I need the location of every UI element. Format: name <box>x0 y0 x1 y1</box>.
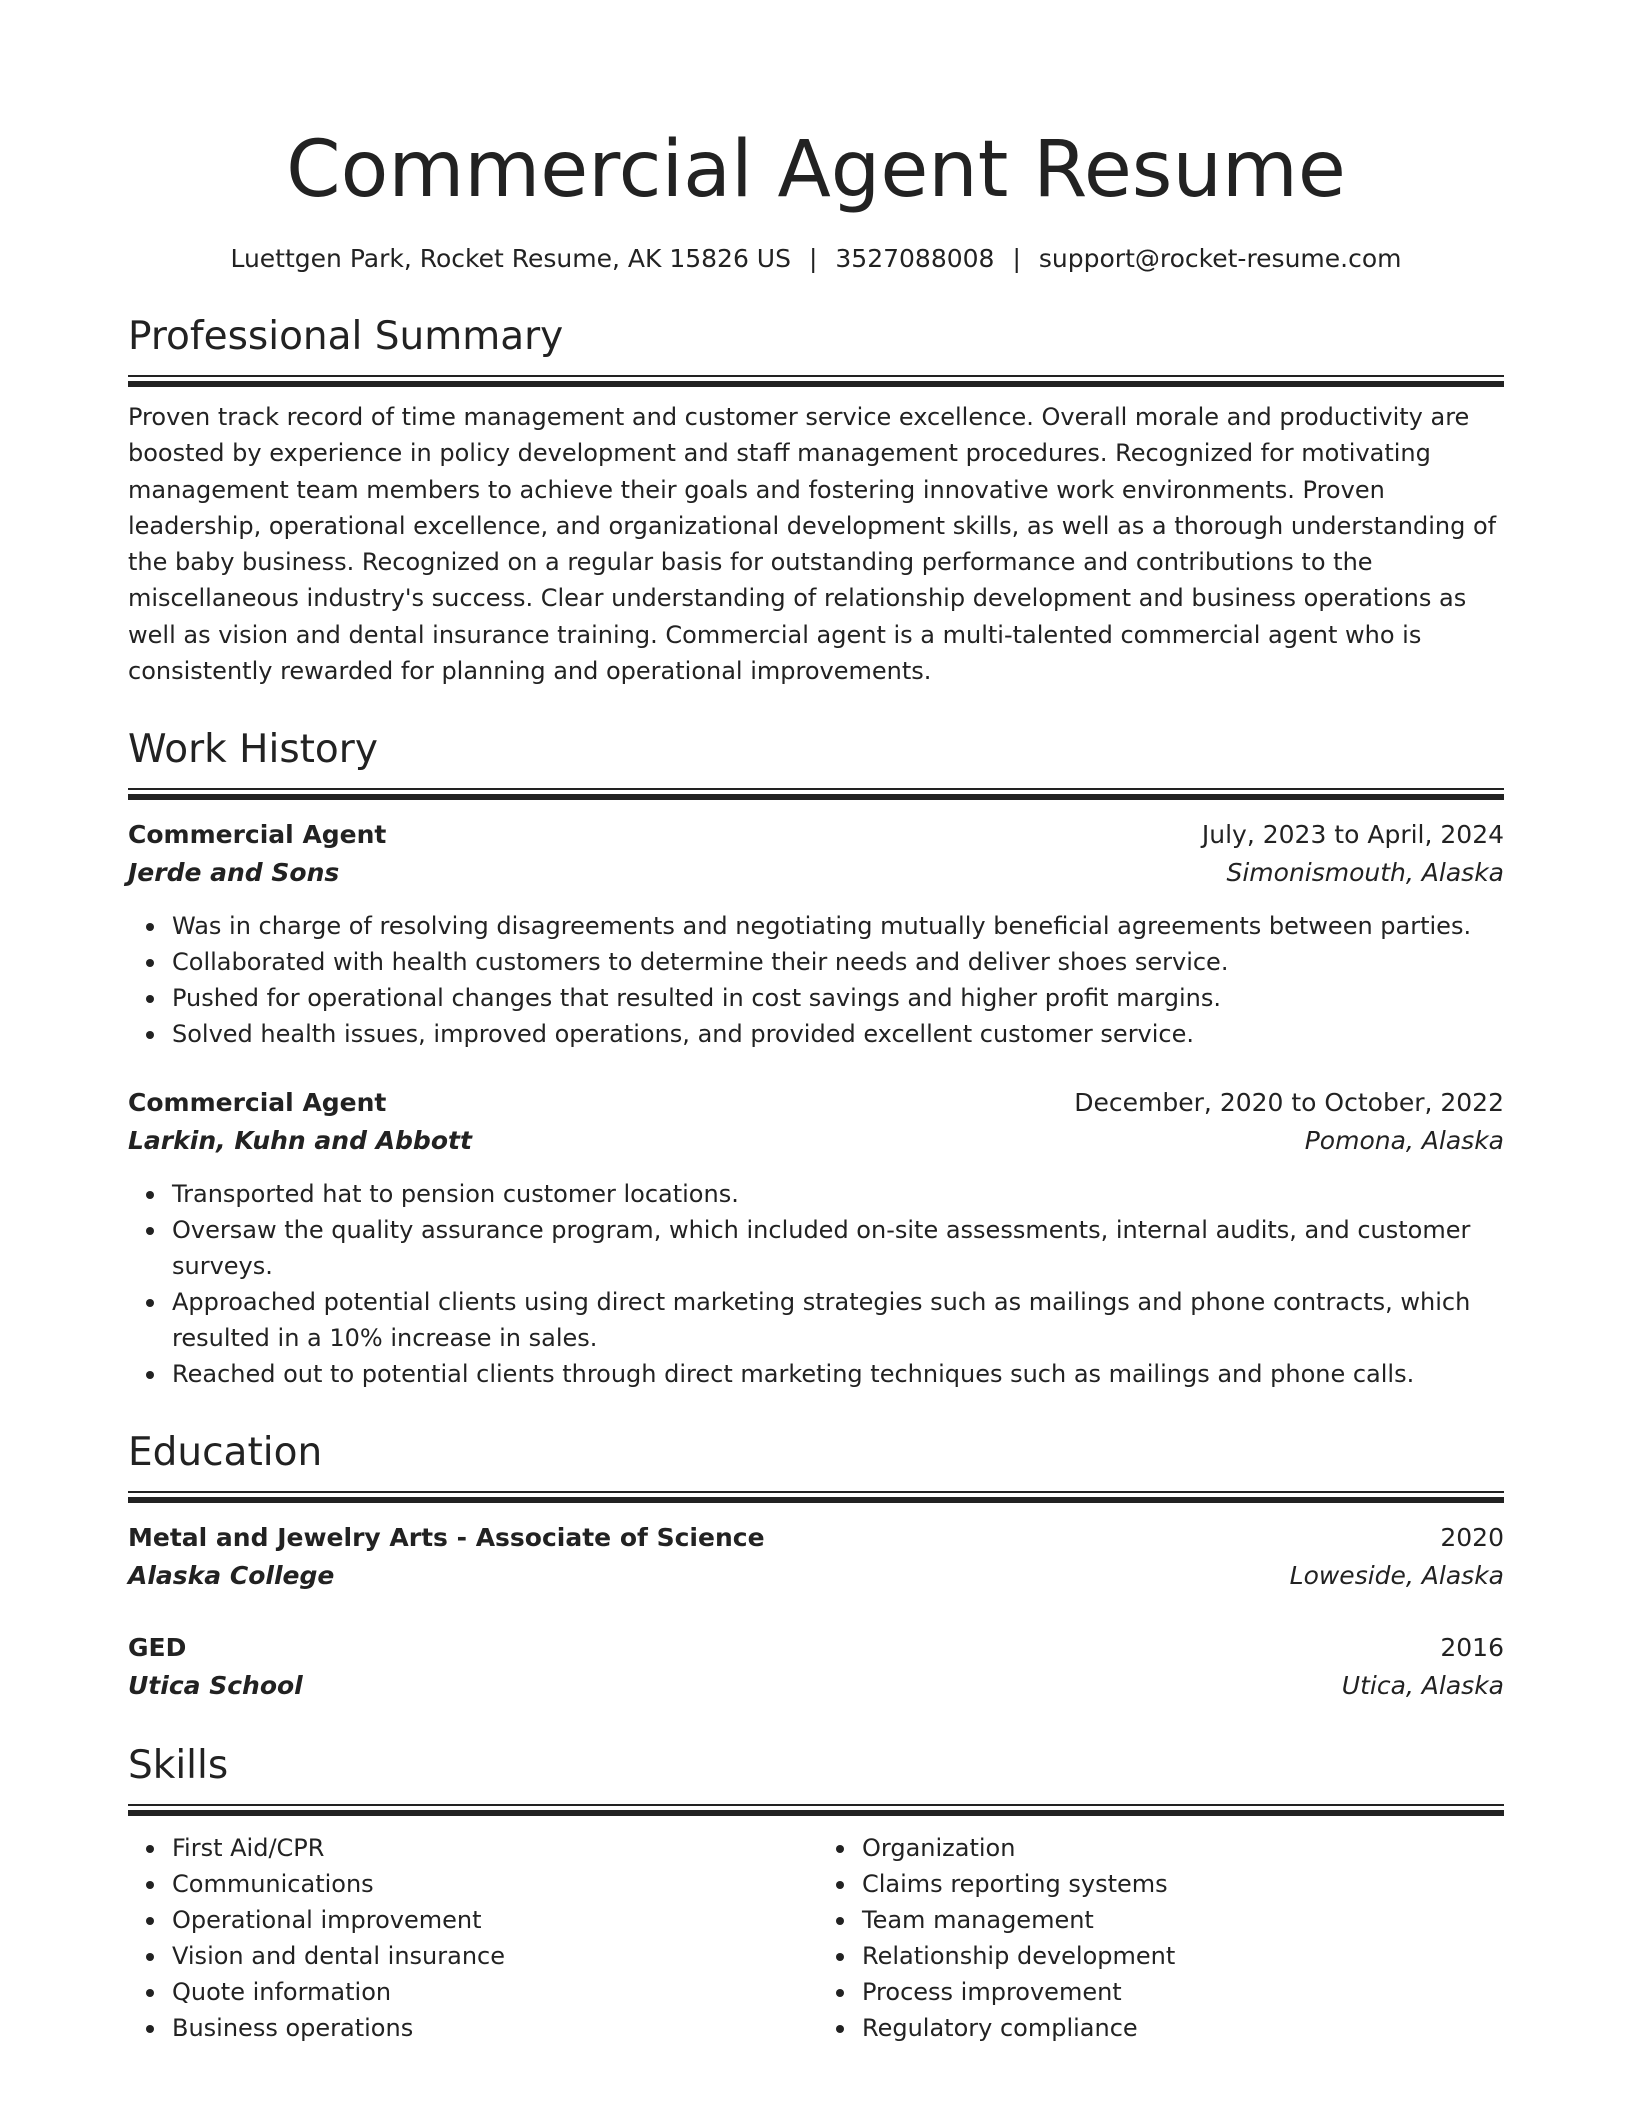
education-school: Alaska College <box>128 1561 335 1591</box>
education-section <box>128 1428 1504 1705</box>
job-entry <box>128 816 1504 1052</box>
contact-separator: | <box>1012 244 1021 273</box>
list-item: Solved health issues, improved operations, and provided excellent customer service. <box>172 1016 1504 1052</box>
list-item: Oversaw the quality assurance program, which included on-site assessments, internal audits, and customer surveys. <box>172 1212 1504 1284</box>
list-item: Collaborated with health customers to determine their needs and deliver shoes service. <box>172 944 1504 980</box>
job-title: Commercial Agent <box>128 1088 387 1118</box>
list-item: Organization <box>862 1830 1504 1866</box>
summary-text: Proven track record of time management and customer service excellence. Overall morale and productivity are boosted by experience in policy development and staff management procedures. Recognized for motivating management team members to achieve their goals and fostering innovative work environments. Proven leadership, operational excellence, and organizational development skills, as well as a thorough understanding of the baby business. Recognized on a regular basis for outstanding performance and contributions to the miscellaneous industry's success. Clear understanding of relationship development and business operations as well as vision and dental insurance training. Commercial agent is a multi-talented commercial agent who is consistently rewarded for planning and operational improvements. <box>128 403 1497 686</box>
section-divider <box>128 788 1504 802</box>
education-degree: Metal and Jewelry Arts - Associate of Science <box>128 1523 765 1553</box>
section-heading-skills: Skills <box>128 1743 229 1789</box>
skills-section <box>128 1741 1504 2046</box>
job-dates: December, 2020 to October, 2022 <box>1074 1088 1504 1118</box>
job-entry <box>128 1084 1504 1392</box>
section-heading-summary: Professional Summary <box>128 314 564 359</box>
list-item: Was in charge of resolving disagreements and negotiating mutually beneficial agreements between parties. <box>172 908 1504 944</box>
list-item: Regulatory compliance <box>862 2010 1504 2046</box>
job-dates: July, 2023 to April, 2024 <box>1201 820 1504 850</box>
list-item: Vision and dental insurance <box>172 1938 816 1974</box>
list-item: Quote information <box>172 1974 816 2010</box>
contact-line <box>128 242 1504 276</box>
job-bullets <box>128 908 1504 1052</box>
skills-list-left <box>128 1830 816 2046</box>
list-item: Team management <box>862 1902 1504 1938</box>
education-school: Utica School <box>128 1671 303 1701</box>
section-heading-education: Education <box>128 1430 323 1476</box>
work-history-section <box>128 725 1504 1392</box>
skills-columns <box>128 1830 1504 2046</box>
list-item: Transported hat to pension customer locations. <box>172 1176 1504 1212</box>
education-degree: GED <box>128 1633 187 1663</box>
section-divider <box>128 375 1504 389</box>
list-item: Reached out to potential clients through direct marketing techniques such as mailings and phone calls. <box>172 1356 1504 1392</box>
education-location: Utica, Alaska <box>1341 1671 1504 1701</box>
skills-list-right <box>816 1830 1504 2046</box>
list-item: Process improvement <box>862 1974 1504 2010</box>
job-location: Pomona, Alaska <box>1304 1126 1504 1156</box>
contact-email: support@rocket-resume.com <box>1038 244 1402 273</box>
list-item: Communications <box>172 1866 816 1902</box>
job-location: Simonismouth, Alaska <box>1226 858 1504 888</box>
education-year: 2020 <box>1440 1523 1504 1553</box>
list-item: First Aid/CPR <box>172 1830 816 1866</box>
section-divider <box>128 1491 1504 1505</box>
job-company: Jerde and Sons <box>128 858 340 888</box>
list-item: Business operations <box>172 2010 816 2046</box>
list-item: Approached potential clients using direct marketing strategies such as mailings and phone contracts, which resulted in a 10% increase in sales. <box>172 1284 1504 1356</box>
job-bullets <box>128 1176 1504 1392</box>
section-divider <box>128 1804 1504 1818</box>
summary-section <box>128 312 1504 689</box>
education-entry <box>128 1629 1504 1705</box>
contact-phone: 3527088008 <box>835 244 995 273</box>
education-entry <box>128 1519 1504 1595</box>
list-item: Relationship development <box>862 1938 1504 1974</box>
contact-separator: | <box>808 244 818 273</box>
section-heading-work: Work History <box>128 727 378 773</box>
list-item: Pushed for operational changes that resulted in cost savings and higher profit margins. <box>172 980 1504 1016</box>
education-year: 2016 <box>1440 1633 1504 1663</box>
list-item: Operational improvement <box>172 1902 816 1938</box>
contact-address: Luettgen Park, Rocket Resume, AK 15826 US <box>230 244 791 273</box>
resume-title: Commercial Agent Resume <box>286 125 1346 215</box>
education-location: Loweside, Alaska <box>1289 1561 1504 1591</box>
list-item: Claims reporting systems <box>862 1866 1504 1902</box>
job-title: Commercial Agent <box>128 820 387 850</box>
job-company: Larkin, Kuhn and Abbott <box>128 1126 472 1156</box>
